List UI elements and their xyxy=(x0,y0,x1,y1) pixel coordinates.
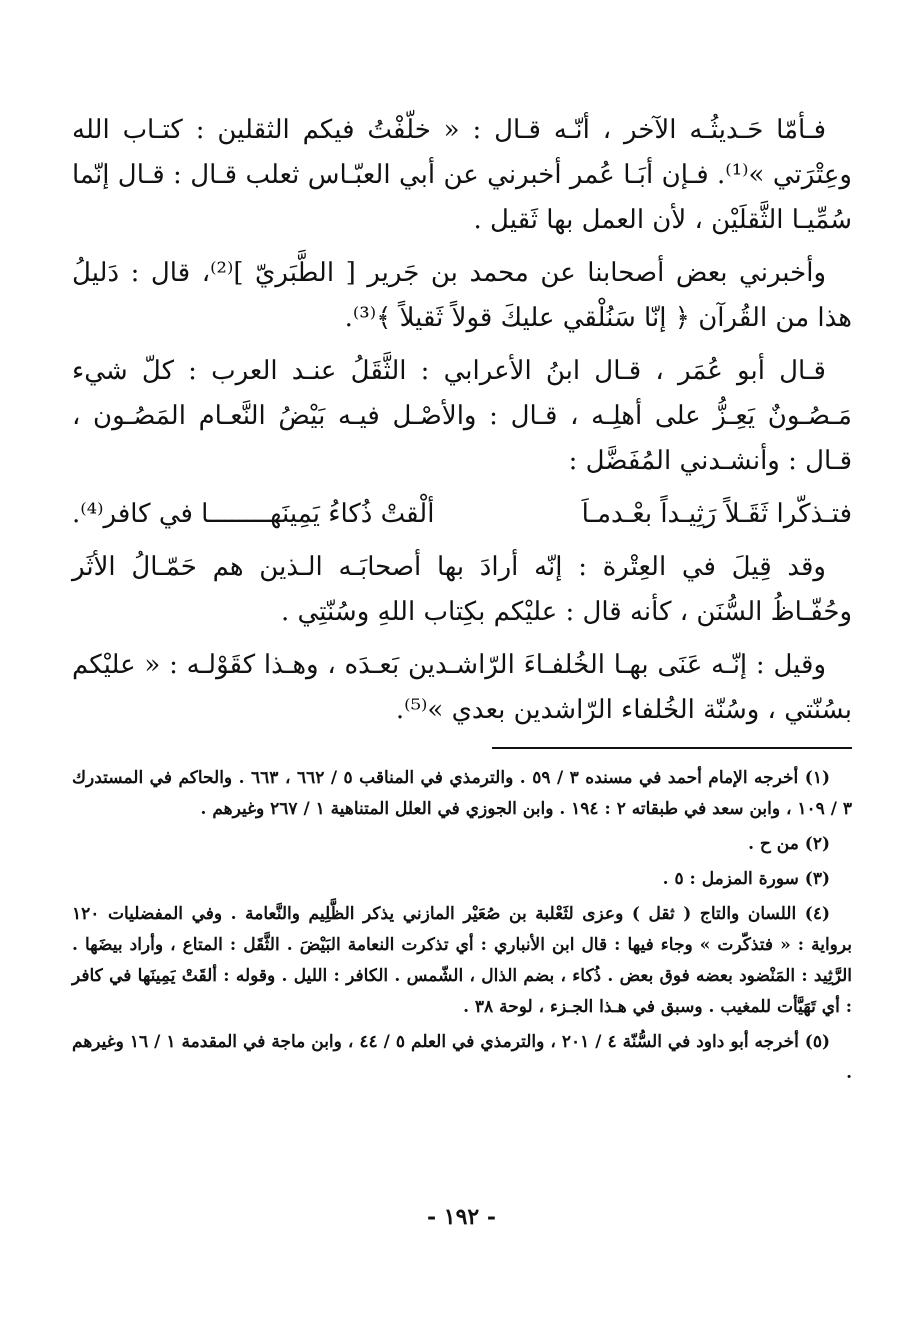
paragraph: قـال أبو عُمَر ، قـال ابنُ الأعرابي : الثَّقَلُ عنـد العرب : كلّ شيء مَـصُـونٌ يَعِـزُّ على أهلِـه ، قـال : والأصْـل فيـه بَيْضُ النَّعـام المَصُـون ، قـال : وأنشـدني المُفَضَّل : xyxy=(72,356,852,476)
verse-first-hemistich: فتـذكّرا ثَقَـلاً رَثِيـداً بعْـدمـاَ xyxy=(581,499,852,529)
footnote: (٤) اللسان والتاج ( ثقل ) وعزى لثَعْلبة بن صُعَيْر المازني يذكر الظَّلِيم والنَّعامة . وفي المفضليات ١٢٠ برواية : « فتذكّرت » وجاء فيها : قال ابن الأنباري : أي تذكرت النعامة البَيْضَ . الثَّقَل : المتاع ، وأراد بيضَها . الرَّثِيد : المَنْضود بعضه فوق بعض . ذُكاء ، بضم الذال ، الشّمس . الكافر : الليل . وقوله : ألقَتْ يَمِينَها في كافر : أي تَهَيَّأت للمغيب . وسبق في هـذا الجـزء ، لوحة ٣٨ . xyxy=(72,904,852,1017)
footnote: (٣) سورة المزمل : ٥ . xyxy=(662,869,830,889)
page-number: - ١٩٢ - xyxy=(426,1204,497,1230)
main-text xyxy=(72,108,852,733)
footnotes xyxy=(72,763,852,1089)
verse-second-hemistich: ألْقتْ ذُكاءُ يَمِينَهــــــــا في كافر⁽⁴⁾. xyxy=(72,499,435,529)
footnote: (١) أخرجه الإمام أحمد في مسنده ٣ / ٥٩ . والترمذي في المناقب ٥ / ٦٦٢ ، ٦٦٣ . والحاكم في المستدرك ٣ / ١٠٩ ، وابن سعد في طبقاته ٢ : ١٩٤ . وابن الجوزي في العلل المتناهية ١ / ٢٦٧ وغيرهم . xyxy=(72,768,852,819)
poem-verse xyxy=(72,492,852,537)
paragraph: فـأمّا حَـديثُـه الآخر ، أنّـه قـال : « خلّفْتُ فيكم الثقلين : كتـاب الله وعِتْرَتي »⁽¹⁾. فـإن أبَـا عُمر أخبرني عن أبي العبّـاس ثعلب قـال : قـال إنّما سُمِّيـا الثَّقلَيْن ، لأن العمل بها ثَقيل . xyxy=(72,115,852,235)
page-content xyxy=(72,108,852,1093)
paragraph: وأخبرني بعض أصحابنا عن محمد بن جَرير [ الطَّبَريّ ]⁽²⁾، قال : دَليلُ هذا من القُرآن ﴿ إنّا سَنُلْقي عليكَ قولاً ثَقيلاً ﴾⁽³⁾. xyxy=(72,258,852,333)
paragraph: وقد قِيلَ في العِتْرة : إنّه أرادَ بها أصحابَـه الـذين هم حَمّـالُ الأثَر وحُفّـاظُ السُّنَن ، كأنه قال : عليْكم بكِتاب اللهِ وسُنّتِي . xyxy=(72,552,852,627)
footnote-divider xyxy=(492,747,852,749)
paragraph: وقيل : إنّـه عَنَى بهـا الخُلفـاءَ الرّاشـدين بَعـدَه ، وهـذا كقَوْلـه : « عليْكم بسُنّتي ، وسُنّة الخُلفاء الرّاشدين بعدي »⁽⁵⁾. xyxy=(72,650,852,725)
footnote: (٢) من ح . xyxy=(748,834,830,854)
footnote: (٥) أخرجه أبو داود في السُّنّة ٤ / ٢٠١ ، والترمذي في العلم ٥ / ٤٤ ، وابن ماجة في المقدمة ١ / ١٦ وغيرهم . xyxy=(72,1032,852,1083)
